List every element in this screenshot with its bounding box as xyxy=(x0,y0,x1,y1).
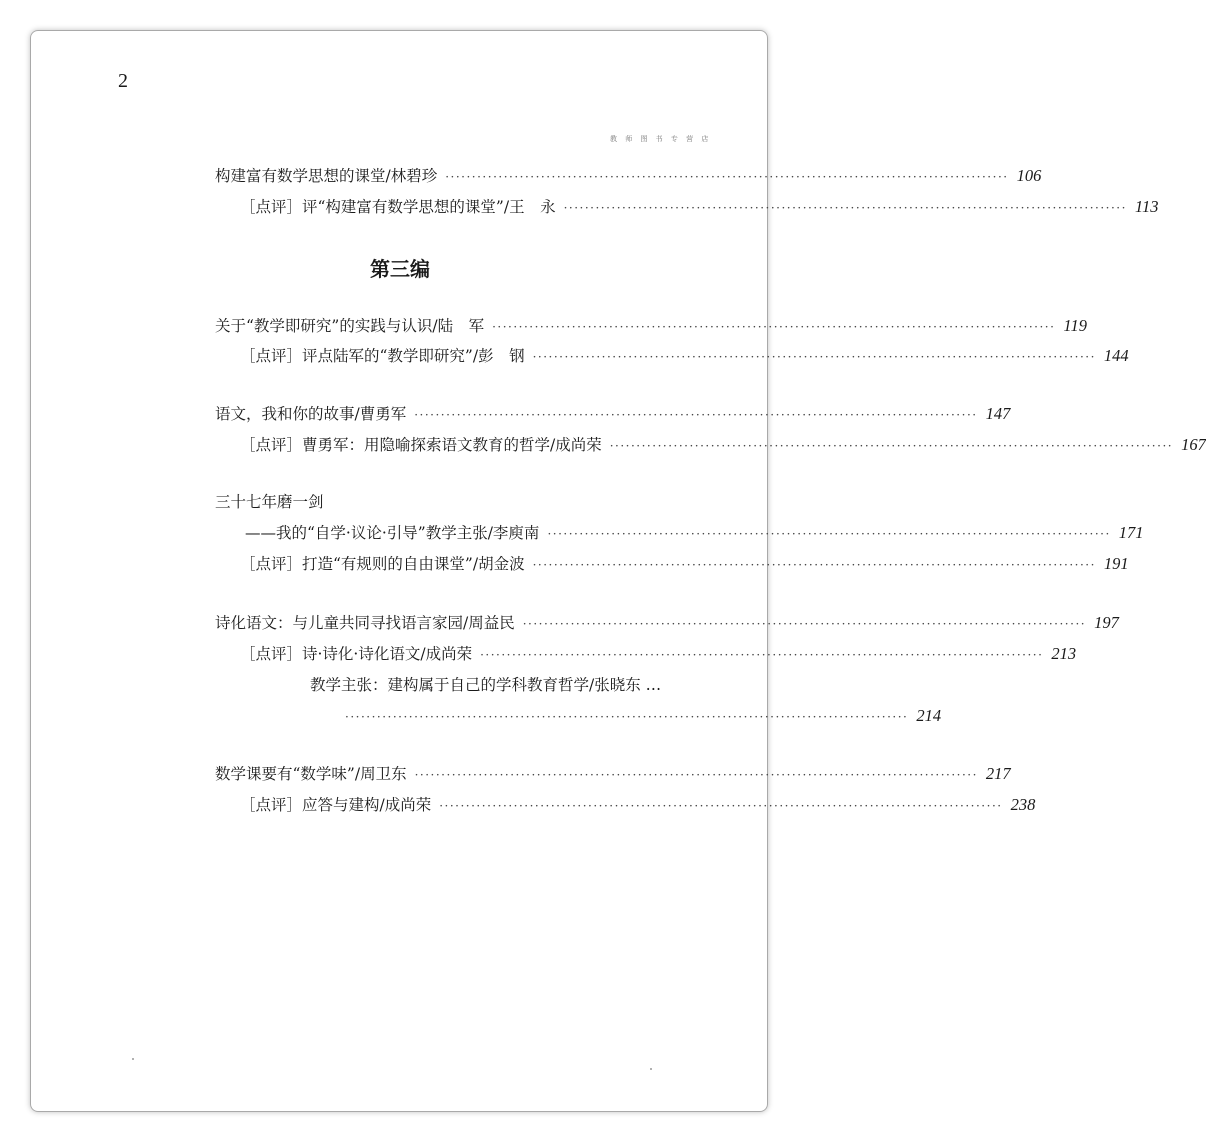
toc-entry-title: 诗化语文：与儿童共同寻找语言家园/周益民 xyxy=(215,614,515,632)
toc-entry-page: 167 xyxy=(1181,435,1206,454)
toc-entry-page: 197 xyxy=(1094,613,1119,632)
toc-entry xyxy=(215,162,1042,190)
toc-entry-page: 119 xyxy=(1063,316,1087,335)
dot-leader xyxy=(439,792,1002,820)
toc-entry-page: 238 xyxy=(1010,795,1036,814)
toc-entry-page: 144 xyxy=(1103,346,1129,365)
section-title: 第三编 xyxy=(370,257,430,281)
toc-entry-title: ［点评］应答与建构/成尚荣 xyxy=(240,796,432,814)
toc-entry-title: ［点评］打造“有规则的自由课堂”/胡金波 xyxy=(240,555,525,573)
toc-entry-title: 三十七年磨一剑 xyxy=(215,493,324,511)
toc-entry xyxy=(245,519,1144,547)
toc-entry xyxy=(240,431,1206,459)
dot-leader xyxy=(610,432,1173,460)
toc-entry-page: 217 xyxy=(985,764,1011,783)
toc-entry-page: 147 xyxy=(985,404,1011,423)
toc-entry xyxy=(215,488,722,516)
dot-leader xyxy=(523,610,1086,638)
dot-leader xyxy=(564,194,1127,222)
toc-entry-title: ［点评］评点陆军的“教学即研究”/彭 钢 xyxy=(240,347,525,365)
scan-speck xyxy=(650,1068,652,1070)
toc-entry xyxy=(240,791,1036,819)
toc-entry-continuation xyxy=(345,702,942,730)
toc-entry xyxy=(215,312,1087,340)
toc-entry-title: 教学主张：建构属于自己的学科教育哲学/张晓东 … xyxy=(310,676,662,694)
toc-entry-title: 关于“教学即研究”的实践与认识/陆 军 xyxy=(215,317,485,335)
page-number: 2 xyxy=(118,70,128,92)
shop-watermark: 教 师 图 书 专 营 店 xyxy=(610,135,712,143)
dot-leader xyxy=(415,761,978,789)
dot-leader xyxy=(492,313,1055,341)
dot-leader xyxy=(533,551,1096,579)
toc-entry-page: 106 xyxy=(1016,166,1042,185)
toc-entry-page: 113 xyxy=(1134,197,1159,216)
dot-leader xyxy=(533,343,1096,371)
toc-entry-page: 171 xyxy=(1118,523,1144,542)
toc-entry xyxy=(310,671,722,699)
toc-entry-page: 213 xyxy=(1051,644,1077,663)
dot-leader xyxy=(480,641,1043,669)
toc-entry-title: 数学课要有“数学味”/周卫东 xyxy=(215,765,407,783)
scan-speck xyxy=(132,1058,134,1060)
toc-entry xyxy=(215,760,1011,788)
dot-leader xyxy=(547,520,1110,548)
toc-entry xyxy=(240,550,1129,578)
toc-entry-title: ［点评］评“构建富有数学思想的课堂”/王 永 xyxy=(240,198,556,216)
toc-entry xyxy=(240,193,1159,221)
toc-entry-title: 语文，我和你的故事/曹勇军 xyxy=(215,405,407,423)
dot-leader xyxy=(414,401,977,429)
dot-leader xyxy=(445,163,1008,191)
dot-leader xyxy=(345,703,908,731)
toc-entry-page: 214 xyxy=(916,706,942,725)
toc-entry xyxy=(215,400,1011,428)
toc-entry-title: ［点评］曹勇军：用隐喻探索语文教育的哲学/成尚荣 xyxy=(240,436,602,454)
toc-entry-title: ——我的“自学·议论·引导”教学主张/李庾南 xyxy=(245,524,540,542)
toc-entry-page: 191 xyxy=(1103,554,1129,573)
toc-entry-title: ［点评］诗·诗化·诗化语文/成尚荣 xyxy=(240,645,473,663)
toc-entry xyxy=(240,342,1129,370)
toc-entry-title: 构建富有数学思想的课堂/林碧珍 xyxy=(215,167,438,185)
toc-entry xyxy=(215,609,1119,637)
toc-entry xyxy=(240,640,1077,668)
